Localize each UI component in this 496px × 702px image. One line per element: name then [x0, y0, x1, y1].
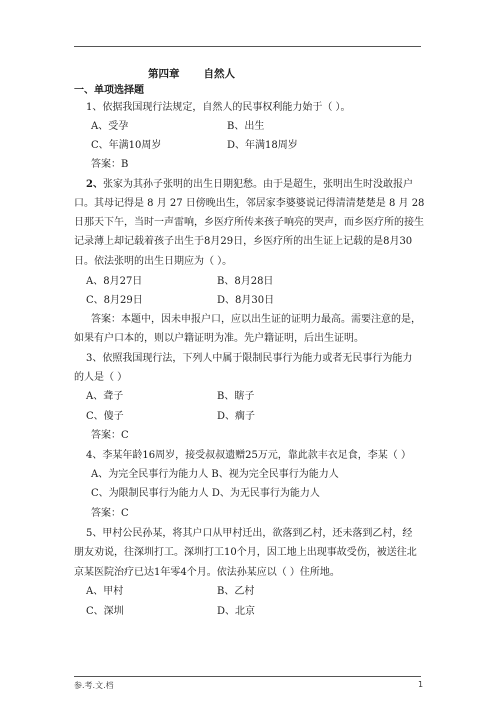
q3-line-1: 3、依照我国现行法，下列人中属于限制民事行为能力或者无民事行为能力	[86, 353, 413, 364]
q3-options-ab	[86, 390, 436, 403]
footer-label: 参.考.文.档	[74, 681, 114, 690]
q5-option-c: C、深圳	[86, 606, 124, 617]
q5-options-cd	[86, 605, 436, 618]
q2-option-c: C、8月29日	[86, 295, 143, 306]
q2-answer-line-2: 如果有户口本的，则以户籍证明为准。先户籍证明，后出生证明。	[74, 333, 364, 344]
q3-answer: 答案：C	[91, 430, 129, 441]
q3-line-2: 的人是（ ）	[74, 372, 128, 383]
footer-rule	[74, 676, 421, 677]
q4-options-cd: C、为限制民事行为能力人 D、为无民事行为能力人	[91, 488, 320, 499]
q5-options-ab	[86, 585, 436, 598]
q1-option-a: A、受孕	[91, 121, 129, 132]
q2-line-2: 口。其母记得是 8 月 27 日傍晚出生，邻居家李婆婆说记得清清楚楚是 8 月 28	[74, 198, 425, 209]
q2-number: 2、	[86, 179, 103, 190]
page-number: 1	[418, 680, 424, 689]
q2-option-a: A、8月27日	[86, 276, 143, 287]
q2-answer-line-1: 答案：本题中，因未申报户口，应以出生证的证明力最高。需要注意的是，	[91, 314, 421, 325]
q2-line-1	[86, 178, 436, 191]
q2-options-cd	[86, 294, 436, 307]
q4-answer: 答案：C	[91, 508, 129, 519]
q2-text-1: 张家为其孙子张明的出生日期犯愁。由于是超生，张明出生时没敢报户	[102, 179, 413, 190]
q3-option-d: D、瘸子	[217, 411, 256, 422]
q1-option-c: C、年满10周岁	[91, 140, 162, 151]
q5-option-b: B、乙村	[217, 586, 255, 597]
q2-options-ab	[86, 275, 436, 288]
q3-option-b: B、瞎子	[217, 391, 255, 402]
q2-line-5: 日。依法张明的出生日期应为（ ）。	[74, 256, 233, 267]
q5-line-2: 朋友劝说，往深圳打工。深圳打工10个月，因工地上出现事故受伤，被送往北	[74, 547, 417, 558]
q5-option-d: D、北京	[217, 606, 256, 617]
q3-options-cd	[86, 410, 436, 423]
q4-options-ab: A、为完全民事行为能力人 B、视为完全民事行为能力人	[91, 469, 339, 480]
q1-stem: 1、依据我国现行法规定，自然人的民事权利能力始于（ ）。	[86, 102, 351, 113]
q1-options-cd	[91, 139, 441, 152]
header-rule	[74, 46, 421, 47]
q3-option-a: A、聋子	[86, 391, 124, 402]
chapter-heading	[148, 66, 235, 81]
q1-option-b: B、出生	[227, 121, 265, 132]
section-title: 一、单项选择题	[74, 85, 144, 96]
q2-line-4: 记录薄上却记载着孩子出生于8月29日，乡医疗所的出生证上记载的是8月30	[74, 236, 413, 247]
q5-option-a: A、甲村	[86, 586, 124, 597]
chapter-title: 自然人	[203, 68, 235, 80]
q2-option-d: D、8月30日	[217, 295, 275, 306]
q4-stem: 4、李某年龄16周岁，接受叔叔遗赠25万元，靠此款丰衣足食，李某（ ）	[86, 450, 411, 461]
chapter-label: 第四章	[148, 68, 180, 80]
q1-option-d: D、年满18周岁	[227, 140, 298, 151]
q2-line-3: 日那天下午，当时一声雷响，乡医疗所传来孩子响亮的哭声，而乡医疗所的接生	[74, 217, 424, 228]
q5-line-3: 京某医院治疗已达1年零4个月。依法孙某应以（ ）住所地。	[74, 567, 340, 578]
q5-line-1: 5、甲村公民孙某，将其户口从甲村迁出，欲落到乙村，还未落到乙村，经	[86, 528, 413, 539]
q1-answer: 答案：B	[91, 159, 129, 170]
q2-option-b: B、8月28日	[217, 276, 274, 287]
q1-options-ab	[91, 120, 441, 133]
q3-option-c: C、傻子	[86, 411, 124, 422]
